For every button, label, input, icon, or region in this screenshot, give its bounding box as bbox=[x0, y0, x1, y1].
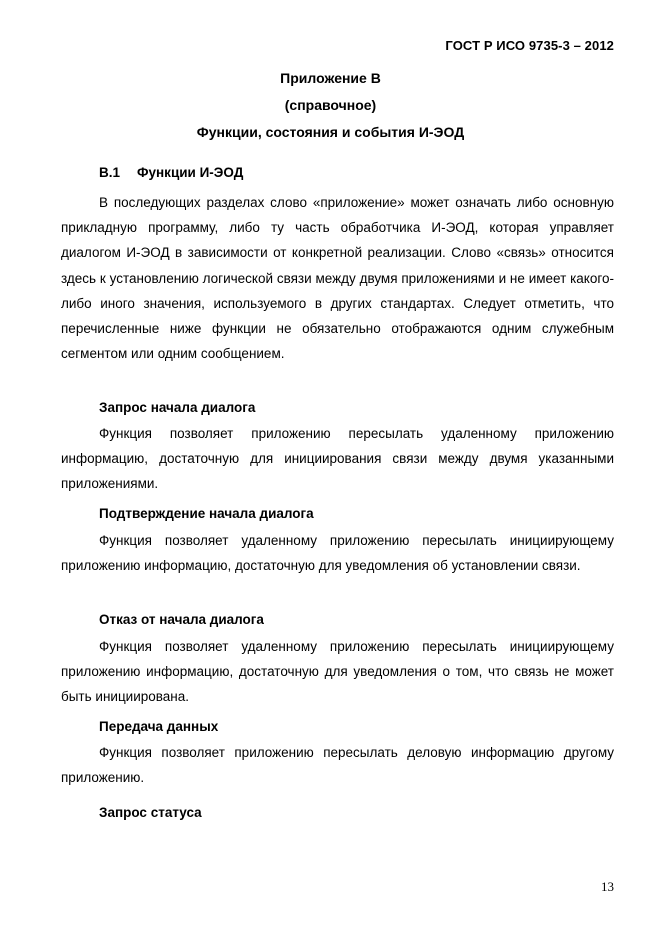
function-description: Функция позволяет удаленному приложению пересылать инициирующему приложению информацию, достаточную для уведомления об установлении связи. bbox=[61, 533, 614, 574]
intro-paragraph: В последующих разделах слово «приложение» может означать либо основную прикладную программу, либо ту часть обработчика И-ЭОД, которая управляет диалогом И-ЭОД в зависимости от конкретной реализации. Слово «связь» относится здесь к установлению логической связи между двумя приложениями и не имеет какого-либо иного значения, используемого в других стандартах. Следует отметить, что перечисленные ниже функции не обязательно отображаются одним служебным сегментом или одним сообщением. bbox=[61, 195, 614, 362]
function-description: Функция позволяет приложению пересылать деловую информацию другому приложению. bbox=[61, 745, 614, 786]
function-description: Функция позволяет приложению пересылать удаленному приложению информацию, достаточную для инициирования связи между двумя указанными приложениями. bbox=[61, 426, 614, 492]
function-heading: Подтверждение начала диалога bbox=[99, 506, 314, 521]
section-title: Функции И-ЭОД bbox=[137, 165, 244, 180]
section-number: В.1 bbox=[99, 165, 121, 180]
function-heading: Запрос статуса bbox=[99, 805, 202, 820]
appendix-title: Приложение В bbox=[280, 70, 381, 86]
appendix-type: (справочное) bbox=[284, 97, 377, 113]
section-heading bbox=[99, 165, 243, 180]
appendix-subject: Функции, состояния и события И-ЭОД bbox=[196, 124, 465, 140]
function-heading: Передача данных bbox=[99, 719, 219, 734]
function-heading: Отказ от начала диалога bbox=[99, 612, 264, 627]
function-heading: Запрос начала диалога bbox=[99, 400, 256, 415]
function-description: Функция позволяет удаленному приложению пересылать инициирующему приложению информацию, достаточную для уведомления о том, что связь не может быть инициирована. bbox=[61, 639, 614, 705]
page-number: 13 bbox=[601, 879, 614, 894]
standard-designation: ГОСТ Р ИСО 9735-3 – 2012 bbox=[445, 38, 614, 53]
